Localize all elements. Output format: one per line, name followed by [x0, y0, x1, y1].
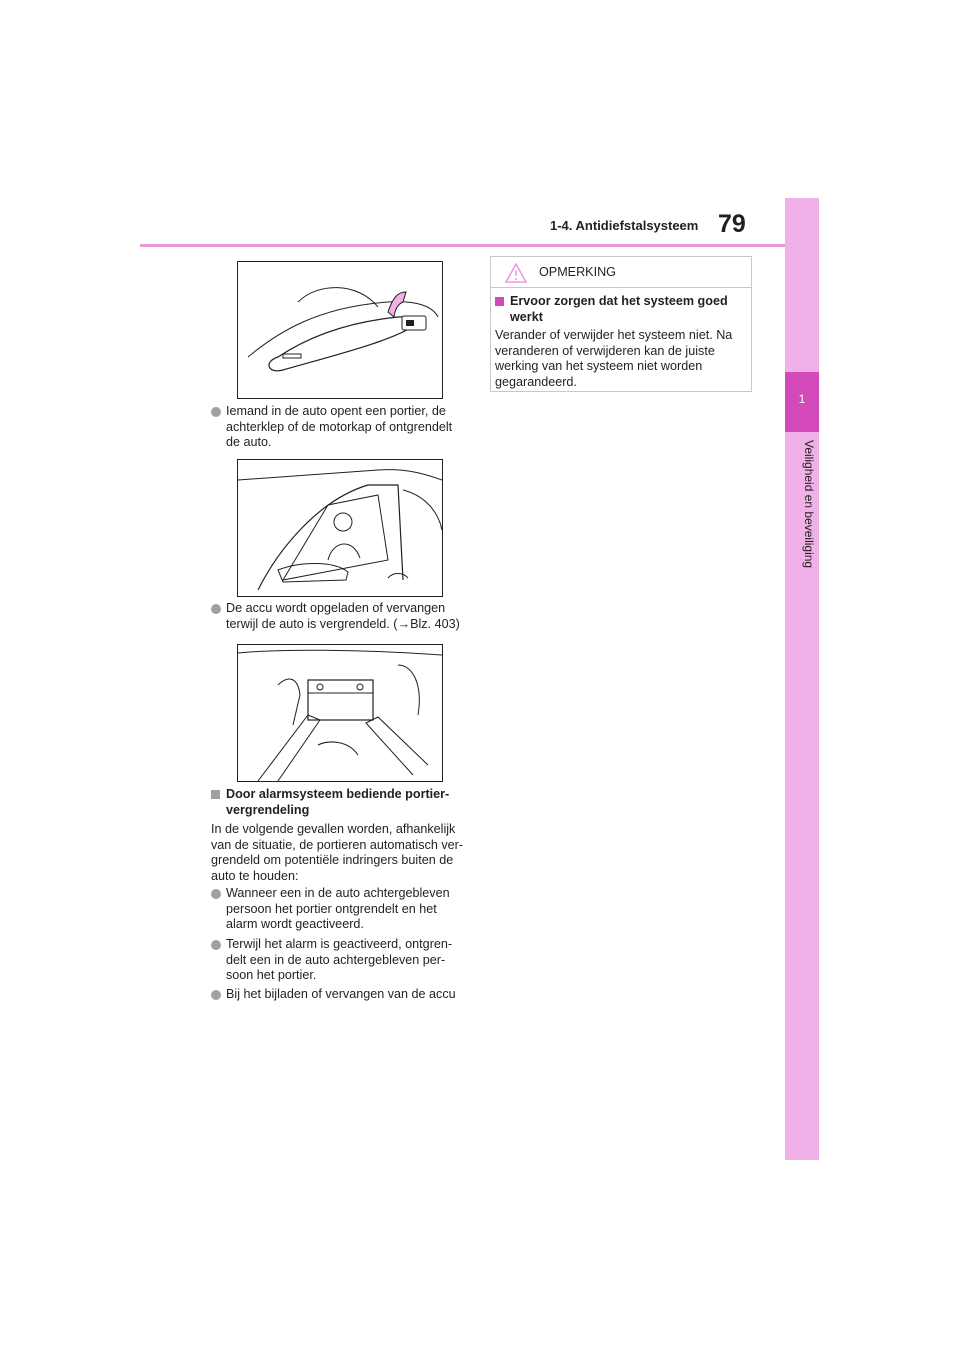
- bullet-icon: [211, 407, 221, 417]
- notice-heading: Ervoor zorgen dat het systeem goed werkt: [495, 294, 755, 325]
- bullet-icon: [211, 940, 221, 950]
- door-handle-illustration: [237, 261, 443, 399]
- bullet-battery-charged: De accu wordt opgeladen of vervangen terwijl de auto is vergrendeld. (→Blz. 403): [211, 601, 486, 632]
- bullet-icon: [211, 604, 221, 614]
- bullet-icon: [211, 889, 221, 899]
- page-number: 79: [718, 210, 746, 238]
- bullet-alarm-active: Terwijl het alarm is geactiveerd, ontgren- delt een in de auto achtergebleven per- soon het portier.: [211, 937, 486, 984]
- notice-divider: [491, 287, 751, 288]
- intro-paragraph: In de volgende gevallen worden, afhankelijk van de situatie, de portieren automatisch ver- grendeld om potentiële indringers buiten de auto te houden:: [211, 822, 464, 883]
- notice-body: Verander of verwijder het systeem niet. Na veranderen of verwijderen kan de juiste werking van het systeem niet worden gegarandeerd.: [495, 328, 733, 389]
- notice-box: [490, 256, 752, 392]
- bullet-battery-charging: Bij het bijladen of vervangen van de accu: [211, 987, 486, 1003]
- heading-square-icon: [495, 297, 504, 306]
- chapter-number: 1: [798, 392, 806, 406]
- bullet-icon: [211, 990, 221, 1000]
- bullet-door-opened: Iemand in de auto opent een portier, de achterklep of de motorkap of ontgrendelt de auto.: [211, 404, 476, 451]
- notice-title: OPMERKING: [539, 265, 616, 279]
- battery-replacement-illustration: [237, 644, 443, 782]
- bullet-person-unlocks: Wanneer een in de auto achtergebleven persoon het portier ontgrendelt en het alarm wordt geactiveerd.: [211, 886, 486, 933]
- warning-icon: [505, 263, 527, 283]
- header-rule: [140, 244, 790, 247]
- chapter-tab-strip: [785, 198, 819, 1160]
- chapter-title: Veiligheid en beveiliging: [802, 440, 816, 569]
- heading-square-icon: [211, 790, 220, 799]
- person-in-car-illustration: [237, 459, 443, 597]
- heading-alarm-door-lock: Door alarmsysteem bediende portier- vergrendeling: [211, 787, 486, 818]
- section-title: 1-4. Antidiefstalsysteem: [550, 218, 699, 233]
